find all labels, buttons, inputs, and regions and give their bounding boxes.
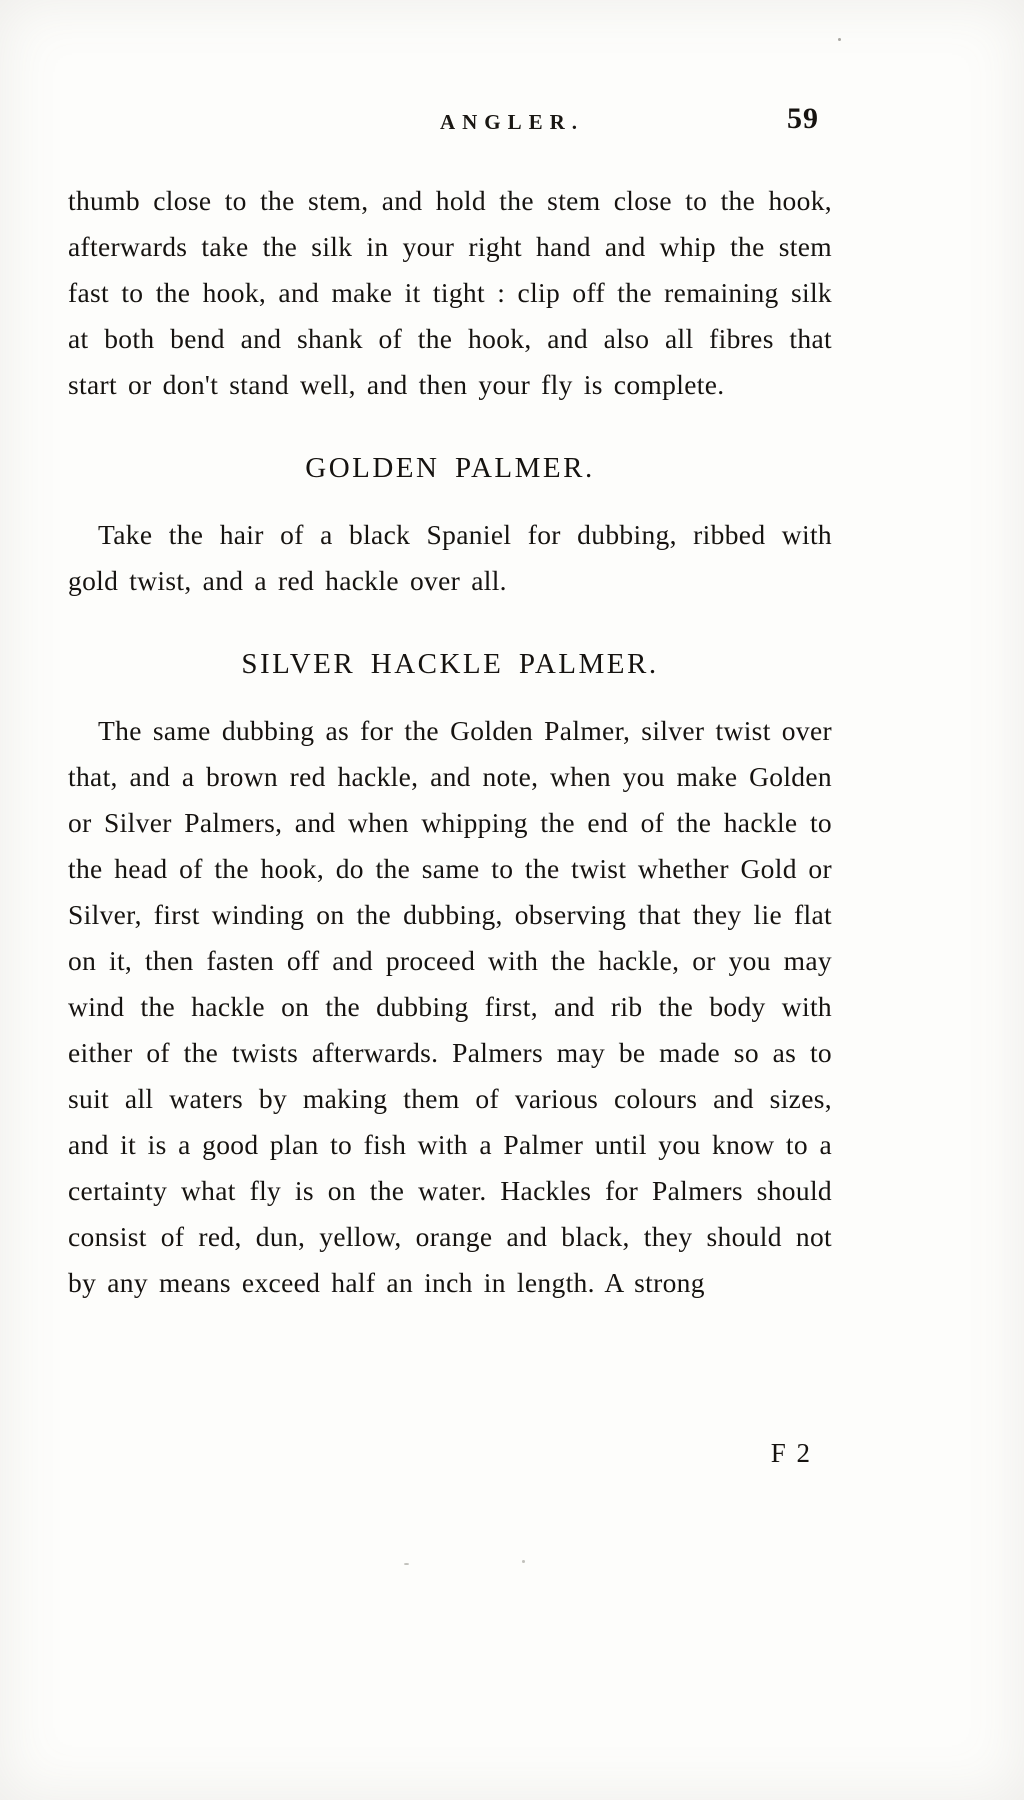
running-title: ANGLER. <box>439 110 585 134</box>
section-heading-golden-palmer: GOLDEN PALMER. <box>305 452 595 484</box>
section-heading-silver-hackle-palmer: SILVER HACKLE PALMER. <box>241 648 659 680</box>
golden-palmer-paragraph: Take the hair of a black Spaniel for dubbing, ribbed with gold twist, and a red hackle over all. <box>68 519 832 596</box>
page-number: 59 <box>787 102 819 135</box>
scan-artifact <box>838 38 841 41</box>
signature-mark: F 2 <box>770 1438 812 1468</box>
silver-hackle-palmer-paragraph: The same dubbing as for the Golden Palmer, silver twist over that, and a brown red hackle, and note, when you make Golden or Silver Palmers, and when whipping the end of the hackle to the head of the hook, do the same to the twist whether Gold or Silver, first winding on the dubbing, observing that they lie flat on it, then fasten off and proceed with the hackle, or you may wind the hackle on the dubbing first, and rib the body with either of the twists afterwards. Palmers may be made so as to suit all waters by making them of various colours and sizes, and it is a good plan to fish with a Palmer until you know to a certainty what fly is on the water. Hackles for Palmers should consist of red, dun, yellow, orange and black, they should not by any means exceed half an inch in length. A strong <box>68 715 832 1298</box>
scan-artifact <box>522 1560 525 1563</box>
page-header <box>0 100 1024 144</box>
opening-paragraph: thumb close to the stem, and hold the stem close to the hook, afterwards take the silk in your right hand and whip the stem fast to the hook, and make it tight : clip off the remaining silk at both bend and shank of the hook, and also all fibres that start or don't stand well, and then your fly is complete. <box>68 185 832 400</box>
page-body <box>68 178 832 1306</box>
scan-artifact <box>404 1563 409 1565</box>
